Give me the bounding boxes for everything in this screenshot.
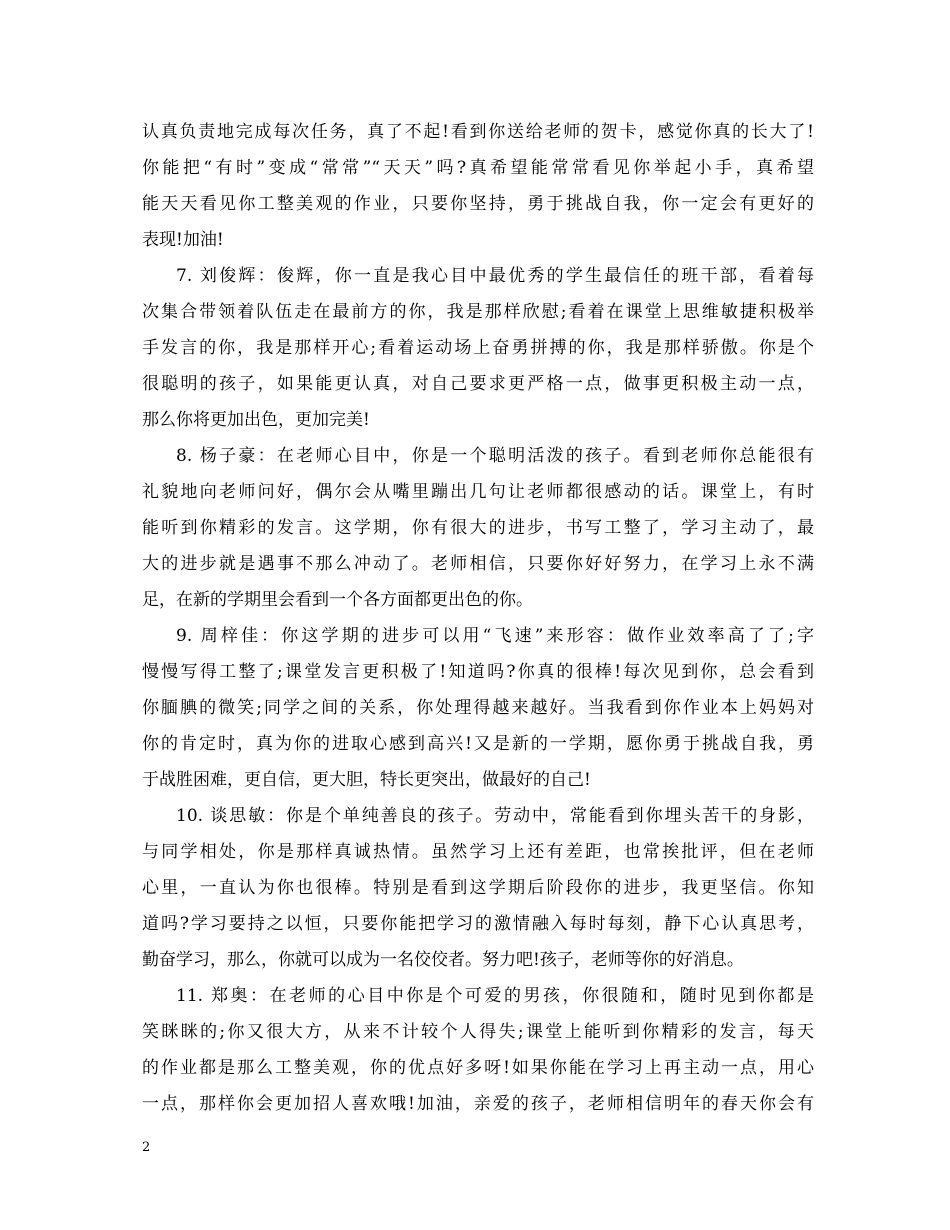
paragraph-item-8 <box>142 438 814 618</box>
text-line: 11. 郑奥：在老师的心目中你是个可爱的男孩，你很随和，随时见到你都是 <box>176 986 814 1006</box>
text-line: 于战胜困难，更自信，更大胆，特长更突出，做最好的自己! <box>142 770 591 790</box>
text-line: 道吗?学习要持之以恒，只要你能把学习的激情融入每时每刻，静下心认真思考， <box>142 914 814 934</box>
paragraph-item-10 <box>142 798 814 978</box>
text-line: 7. 刘俊辉：俊辉，你一直是我心目中最优秀的学生最信任的班干部，看着每 <box>176 266 814 286</box>
text-line: 与同学相处，你是那样真诚热情。虽然学习上还有差距，也常挨批评，但在老师 <box>142 842 814 862</box>
paragraph-continued <box>142 114 814 258</box>
text-line: 认真负责地完成每次任务，真了不起!看到你送给老师的贺卡，感觉你真的长大了! <box>142 122 814 142</box>
text-line: 足，在新的学期里会看到一个各方面都更出色的你。 <box>142 590 533 610</box>
text-line: 心里，一直认为你也很棒。特别是看到这学期后阶段你的进步，我更坚信。你知 <box>142 878 814 898</box>
text-line: 手发言的你，我是那样开心;看着运动场上奋勇拼搏的你，我是那样骄傲。你是个 <box>142 338 814 358</box>
text-line: 很聪明的孩子，如果能更认真，对自己要求更严格一点，做事更积极主动一点， <box>142 374 814 394</box>
text-line: 你腼腆的微笑;同学之间的关系，你处理得越来越好。当我看到你作业本上妈妈对 <box>142 698 814 718</box>
text-line: 一点，那样你会更加招人喜欢哦!加油，亲爱的孩子，老师相信明年的春天你会有 <box>142 1094 814 1114</box>
text-line: 慢慢写得工整了;课堂发言更积极了!知道吗?你真的很棒!每次见到你，总会看到 <box>142 662 814 682</box>
text-line: 能听到你精彩的发言。这学期，你有很大的进步，书写工整了，学习主动了，最 <box>142 518 814 538</box>
text-line: 10. 谈思敏：你是个单纯善良的孩子。劳动中，常能看到你埋头苦干的身影， <box>176 806 814 826</box>
text-line: 9. 周梓佳：你这学期的进步可以用“飞速”来形容：做作业效率高了了;字 <box>176 626 814 646</box>
text-line: 笑眯眯的;你又很大方，从来不计较个人得失;课堂上能听到你精彩的发言，每天 <box>142 1022 814 1042</box>
text-line: 能天天看见你工整美观的作业，只要你坚持，勇于挑战自我，你一定会有更好的 <box>142 194 814 214</box>
text-line: 的作业都是那么工整美观，你的优点好多呀!如果你能在学习上再主动一点，用心 <box>142 1058 814 1078</box>
page-number: 2 <box>142 1140 151 1155</box>
paragraph-item-9 <box>142 618 814 798</box>
text-line: 表现!加油! <box>142 230 224 250</box>
text-line: 礼貌地向老师问好，偶尔会从嘴里蹦出几句让老师都很感动的话。课堂上，有时 <box>142 482 814 502</box>
text-line: 那么你将更加出色，更加完美! <box>142 410 370 430</box>
paragraph-item-11 <box>142 978 814 1122</box>
text-line: 8. 杨子豪：在老师心目中，你是一个聪明活泼的孩子。看到老师你总能很有 <box>176 446 814 466</box>
text-line: 你能把“有时”变成“常常”“天天”吗?真希望能常常看见你举起小手，真希望 <box>142 158 814 178</box>
paragraph-item-7 <box>142 258 814 438</box>
text-line: 勤奋学习，那么，你就可以成为一名佼佼者。努力吧!孩子，老师等你的好消息。 <box>142 950 744 970</box>
document-body <box>142 114 814 1122</box>
text-line: 大的进步就是遇事不那么冲动了。老师相信，只要你好好努力，在学习上永不满 <box>142 554 814 574</box>
text-line: 你的肯定时，真为你的进取心感到高兴!又是新的一学期，愿你勇于挑战自我，勇 <box>142 734 814 754</box>
text-line: 次集合带领着队伍走在最前方的你，我是那样欣慰;看着在课堂上思维敏捷积极举 <box>142 302 814 322</box>
